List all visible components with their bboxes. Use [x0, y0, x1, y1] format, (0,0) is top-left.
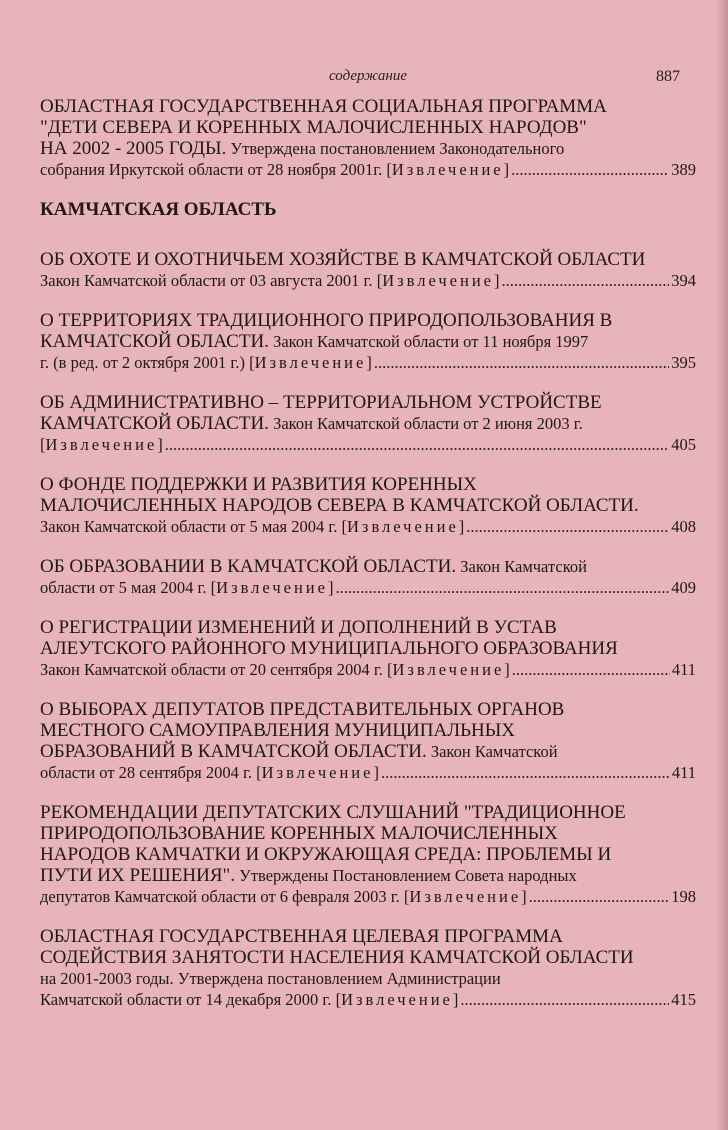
- entry-title-line: РЕКОМЕНДАЦИИ ДЕПУТАТСКИХ СЛУШАНИЙ "ТРАДИЦИОННОЕ: [40, 802, 626, 823]
- entry-title-line: "ДЕТИ СЕВЕРА И КОРЕННЫХ МАЛОЧИСЛЕННЫХ НАРОДОВ": [40, 117, 587, 138]
- entry-description: Закон Камчатской области от 2 июня 2003 г.: [268, 414, 583, 433]
- extract-label: Извлечение: [261, 763, 374, 782]
- extract-label: Извлечение: [254, 353, 367, 372]
- entry-description: Утверждена постановлением Законодательного: [226, 139, 565, 158]
- entry-mixed-line: [40, 413, 696, 434]
- leader-line: [40, 577, 696, 598]
- page-header: [40, 68, 696, 92]
- leader-line: [40, 159, 696, 180]
- entry-source: области от 5 мая 2004 г. [: [40, 578, 217, 597]
- entry-title-line: ПУТИ ИХ РЕШЕНИЯ".: [40, 865, 236, 886]
- leader-line: [40, 516, 696, 537]
- extract-bracket: ]: [521, 887, 527, 906]
- entry-title-line: СОДЕЙСТВИЯ ЗАНЯТОСТИ НАСЕЛЕНИЯ КАМЧАТСКОЙ ОБЛАСТИ: [40, 947, 634, 968]
- toc-entry[interactable]: [40, 392, 696, 455]
- dot-leader: [335, 577, 669, 598]
- table-of-contents: [40, 96, 696, 1029]
- entry-title-line: О ВЫБОРАХ ДЕПУТАТОВ ПРЕДСТАВИТЕЛЬНЫХ ОРГАНОВ: [40, 699, 565, 720]
- entry-page-number[interactable]: 411: [671, 660, 696, 679]
- extract-bracket: ]: [493, 271, 500, 290]
- entry-source: области от 28 сентября 2004 г. [: [40, 763, 262, 782]
- toc-entry[interactable]: [40, 556, 696, 598]
- entry-source-text: [40, 270, 499, 291]
- leader-line: [40, 886, 696, 907]
- entry-source-text: [40, 577, 333, 598]
- entry-title-line: ОБ АДМИНИСТРАТИВНО – ТЕРРИТОРИАЛЬНОМ УСТРОЙСТВЕ: [40, 392, 602, 413]
- entry-source-text: [40, 352, 372, 373]
- entry-source: г. (в ред. от 2 октября 2001 г.) [: [40, 353, 255, 372]
- entry-source: [: [40, 435, 46, 454]
- entry-source-text: [40, 159, 509, 180]
- entry-title-line: МАЛОЧИСЛЕННЫХ НАРОДОВ СЕВЕРА В КАМЧАТСКОЙ ОБЛАСТИ.: [40, 495, 639, 516]
- entry-title-line: ОБРАЗОВАНИЙ В КАМЧАТСКОЙ ОБЛАСТИ.: [40, 741, 427, 762]
- entry-title-line: КАМЧАТСКОЙ ОБЛАСТИ.: [40, 331, 269, 352]
- extract-label: Извлечение: [382, 271, 494, 290]
- entry-source-text: [40, 886, 527, 907]
- entry-description: Утверждены Постановлением Совета народных: [235, 866, 577, 885]
- entry-description: Закон Камчатской: [456, 557, 587, 576]
- extract-bracket: ]: [327, 578, 334, 597]
- entry-mixed-line: [40, 556, 696, 577]
- leader-line: [40, 434, 696, 455]
- entry-source: депутатов Камчатской области от 6 февраля 2003 г. [: [40, 887, 410, 906]
- entry-page-number[interactable]: 395: [671, 353, 696, 372]
- toc-entry[interactable]: [40, 617, 696, 680]
- entry-title-line: О ТЕРРИТОРИЯХ ТРАДИЦИОННОГО ПРИРОДОПОЛЬЗОВАНИЯ В: [40, 310, 613, 331]
- entry-source: Закон Камчатской области от 20 сентября 2004 г. [: [40, 660, 393, 679]
- toc-entry[interactable]: [40, 802, 696, 907]
- extract-label: Извлечение: [409, 887, 522, 906]
- leader-line: [40, 989, 696, 1010]
- entry-description: Закон Камчатской области от 11 ноября 1997: [268, 332, 589, 351]
- extract-label: Извлечение: [341, 990, 453, 1009]
- entry-title-line: МЕСТНОГО САМОУПРАВЛЕНИЯ МУНИЦИПАЛЬНЫХ: [40, 720, 516, 741]
- entry-source-text: [40, 434, 163, 455]
- dot-leader: [381, 762, 670, 783]
- dot-leader: [374, 352, 669, 373]
- extract-label: Извлечение: [391, 160, 504, 179]
- entry-title-line: НАРОДОВ КАМЧАТКИ И ОКРУЖАЮЩАЯ СРЕДА: ПРОБЛЕМЫ И: [40, 844, 612, 865]
- leader-line: [40, 270, 696, 291]
- dot-leader: [501, 270, 669, 291]
- page-number: 887: [656, 68, 680, 85]
- page-edge-shadow: [716, 0, 728, 1130]
- dot-leader: [512, 659, 670, 680]
- entry-mixed-line: [40, 138, 696, 159]
- section-heading: КАМЧАТСКАЯ ОБЛАСТЬ: [40, 199, 277, 220]
- entry-page-number[interactable]: 405: [671, 435, 696, 454]
- toc-entry[interactable]: [40, 249, 696, 291]
- dot-leader: [529, 886, 670, 907]
- entry-page-number[interactable]: 409: [671, 578, 696, 597]
- extract-bracket: ]: [452, 990, 459, 1009]
- entry-source: Закон Камчатской области от 03 августа 2001 г. [: [40, 271, 383, 290]
- entry-source: Закон Камчатской области от 5 мая 2004 г. [: [40, 517, 348, 536]
- entry-title-line: ОБ ОБРАЗОВАНИИ В КАМЧАТСКОЙ ОБЛАСТИ.: [40, 556, 457, 577]
- entry-title-line: АЛЕУТСКОГО РАЙОННОГО МУНИЦИПАЛЬНОГО ОБРАЗОВАНИЯ: [40, 638, 618, 659]
- leader-line: [40, 659, 696, 680]
- entry-title-line: О ФОНДЕ ПОДДЕРЖКИ И РАЗВИТИЯ КОРЕННЫХ: [40, 474, 477, 495]
- entry-mixed-line: [40, 331, 696, 352]
- entry-title-line: ПРИРОДОПОЛЬЗОВАНИЕ КОРЕННЫХ МАЛОЧИСЛЕННЫХ: [40, 823, 558, 844]
- running-title: содержание: [329, 68, 407, 84]
- entry-mixed-line: [40, 865, 696, 886]
- entry-title-line: О РЕГИСТРАЦИИ ИЗМЕНЕНИЙ И ДОПОЛНЕНИЙ В УСТАВ: [40, 617, 557, 638]
- entry-title-line: ОБЛАСТНАЯ ГОСУДАРСТВЕННАЯ СОЦИАЛЬНАЯ ПРОГРАММА: [40, 96, 607, 117]
- entry-title-line: НА 2002 - 2005 ГОДЫ.: [40, 138, 227, 159]
- entry-source: собрания Иркутской области от 28 ноября 2001г. [: [40, 160, 392, 179]
- entry-description: Закон Камчатской: [426, 742, 558, 761]
- extract-bracket: ]: [157, 435, 163, 454]
- extract-bracket: ]: [504, 660, 510, 679]
- extract-label: Извлечение: [392, 660, 505, 679]
- toc-entry[interactable]: [40, 474, 696, 537]
- extract-bracket: ]: [373, 763, 379, 782]
- entry-source: Камчатской области от 14 декабря 2000 г. [: [40, 990, 342, 1009]
- leader-line: [40, 762, 696, 783]
- entry-source-text: [40, 659, 510, 680]
- toc-entry[interactable]: [40, 926, 696, 1010]
- dot-leader: [460, 989, 669, 1010]
- extract-bracket: ]: [458, 517, 465, 536]
- entry-title-line: КАМЧАТСКОЙ ОБЛАСТИ.: [40, 413, 269, 434]
- entry-description: на 2001-2003 годы. Утверждена постановлением Администрации: [40, 969, 501, 988]
- entry-title-line: ОБ ОХОТЕ И ОХОТНИЧЬЕМ ХОЗЯЙСТВЕ В КАМЧАТСКОЙ ОБЛАСТИ: [40, 249, 646, 270]
- entry-page-number[interactable]: 415: [671, 990, 696, 1009]
- toc-entry[interactable]: [40, 699, 696, 783]
- entry-page-number[interactable]: 408: [671, 517, 696, 536]
- entry-page-number[interactable]: 198: [671, 887, 696, 906]
- entry-page-number[interactable]: 394: [671, 271, 696, 290]
- extract-label: Извлечение: [216, 578, 328, 597]
- entry-page-number[interactable]: 411: [671, 763, 696, 782]
- toc-entry[interactable]: [40, 310, 696, 373]
- extract-bracket: ]: [503, 160, 510, 179]
- extract-label: Извлечение: [45, 435, 158, 454]
- dot-leader: [511, 159, 669, 180]
- entry-title-line: ОБЛАСТНАЯ ГОСУДАРСТВЕННАЯ ЦЕЛЕВАЯ ПРОГРАММА: [40, 926, 563, 947]
- entry-source-text: [40, 516, 464, 537]
- extract-label: Извлечение: [347, 517, 459, 536]
- leader-line: [40, 352, 696, 373]
- entry-source-text: [40, 762, 379, 783]
- entry-page-number[interactable]: 389: [671, 160, 696, 179]
- extract-bracket: ]: [366, 353, 372, 372]
- entry-source-text: [40, 989, 458, 1010]
- dot-leader: [165, 434, 669, 455]
- dot-leader: [466, 516, 669, 537]
- toc-entry[interactable]: [40, 96, 696, 180]
- entry-mixed-line: [40, 741, 696, 762]
